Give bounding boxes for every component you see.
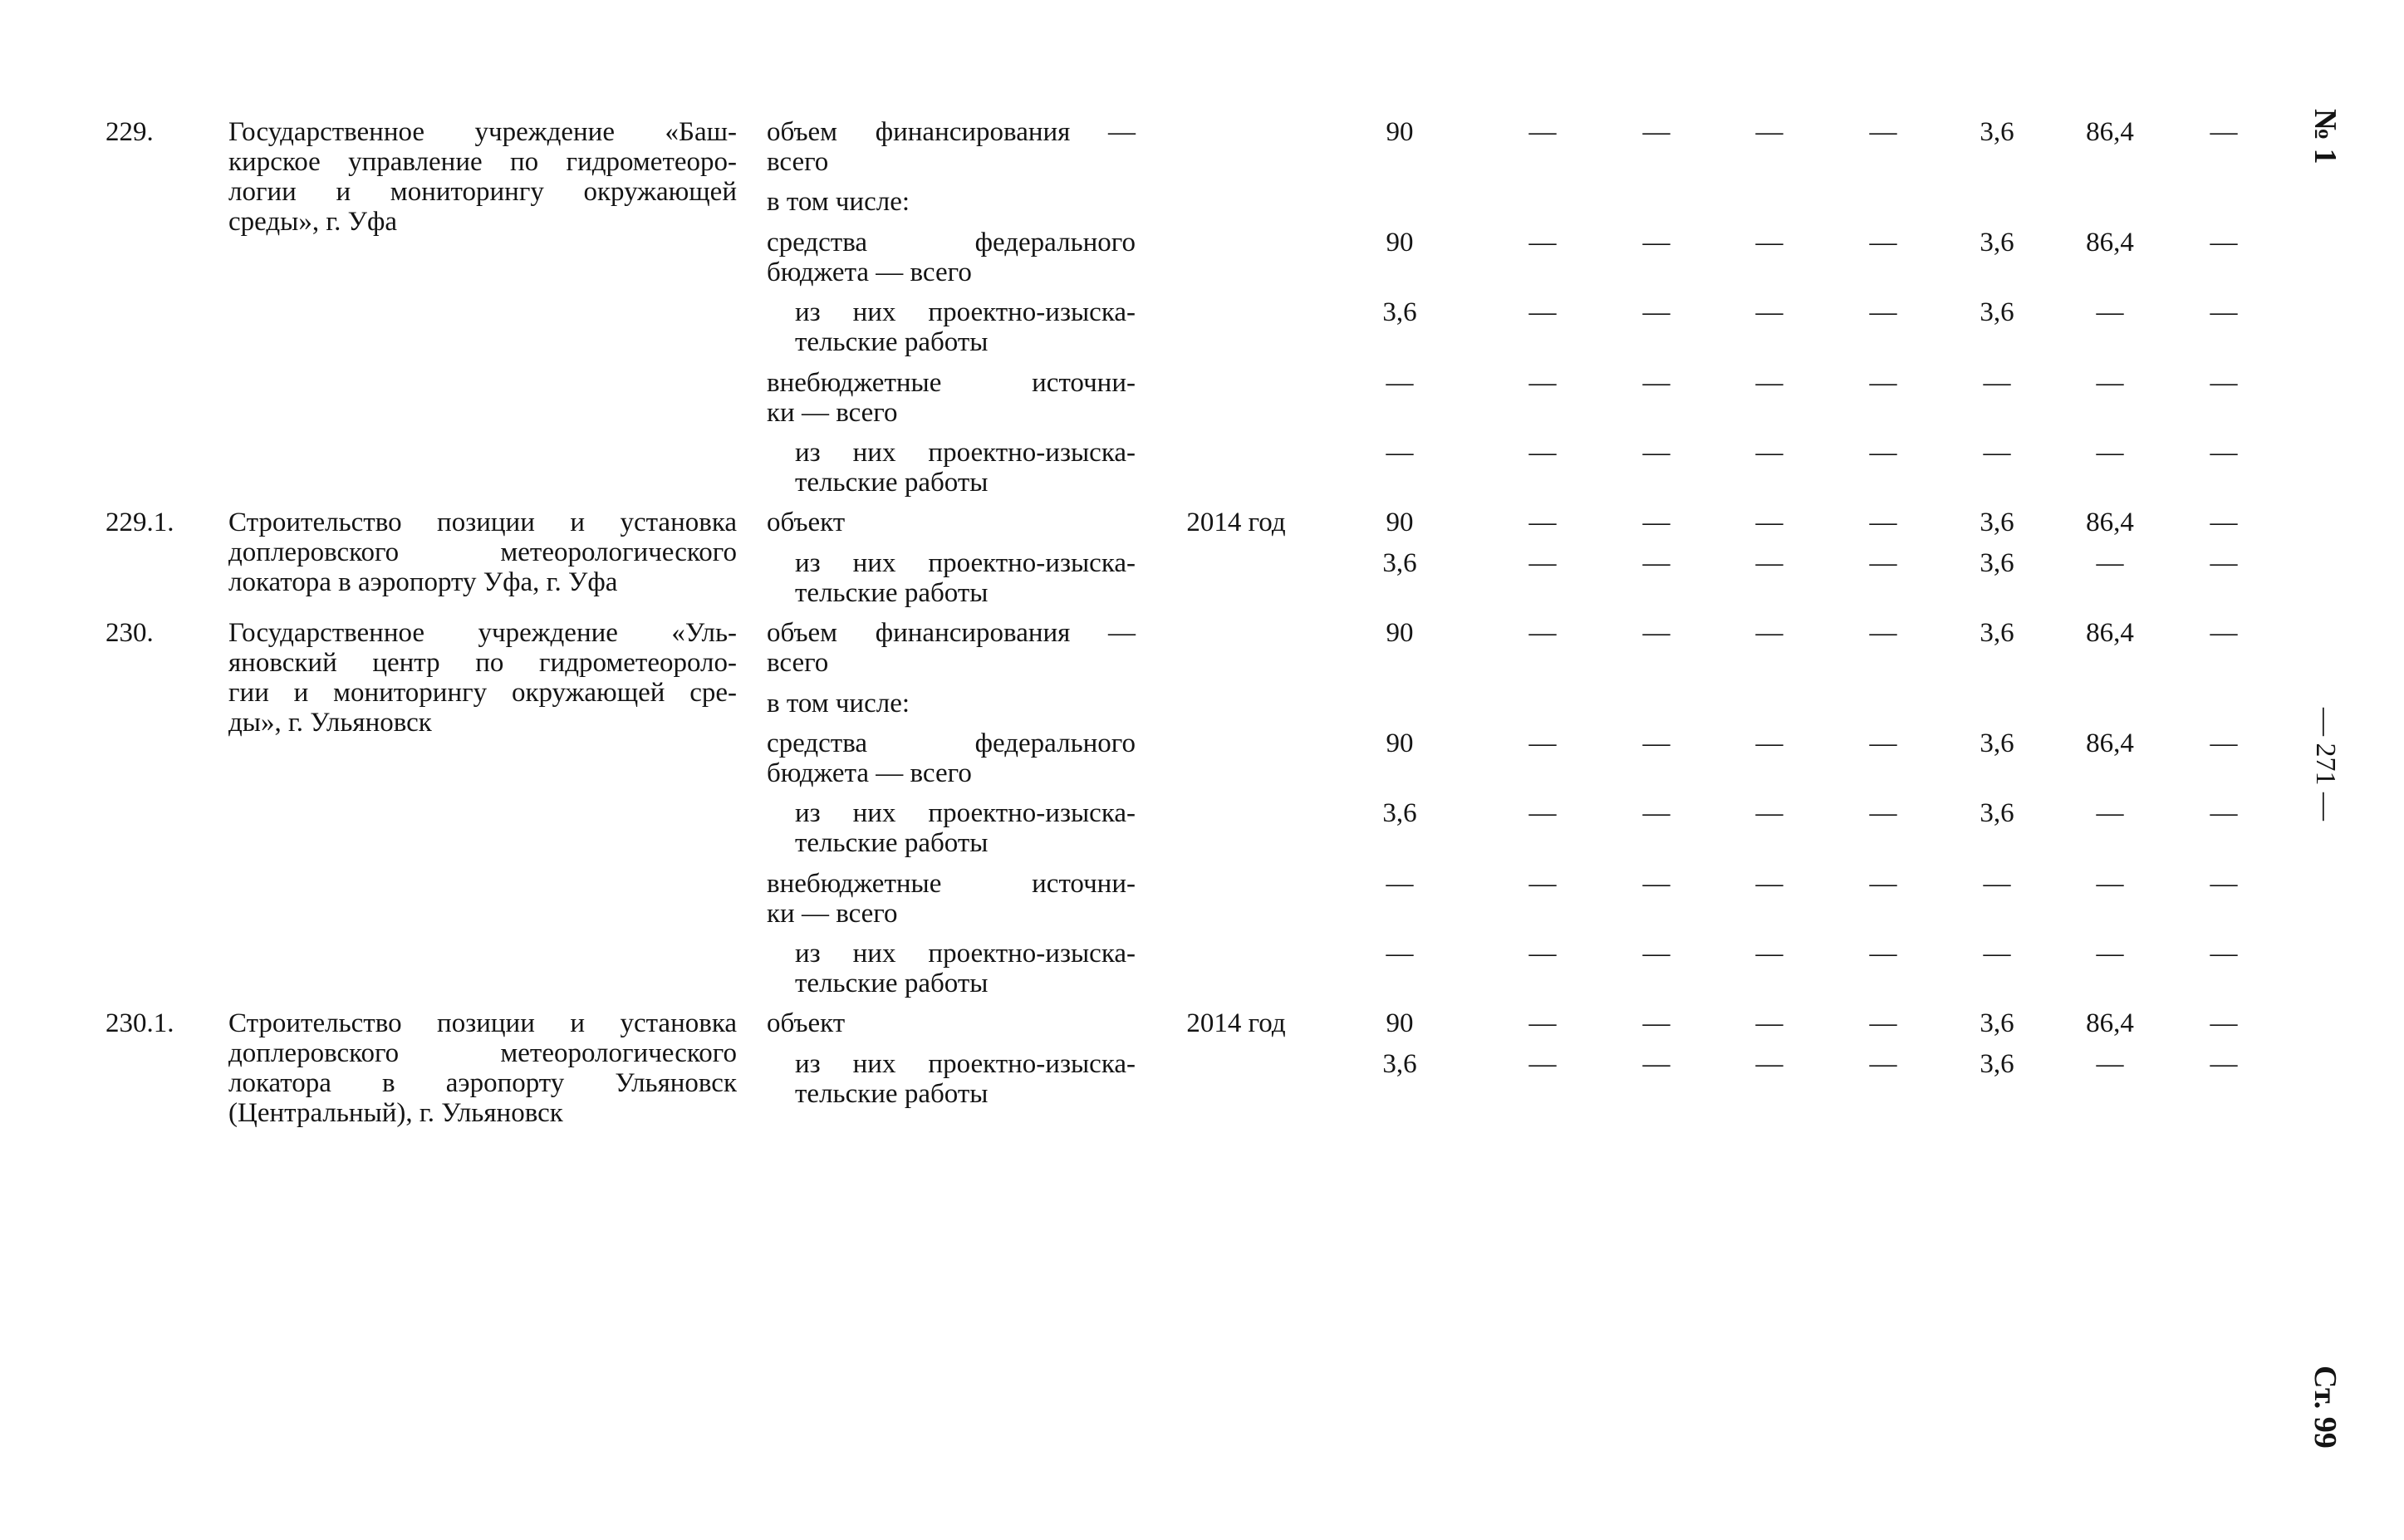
item-label-line: из них проектно-изыска- (795, 1048, 1136, 1079)
item-label-line: внебюджетные источни- (767, 367, 1136, 398)
financing-item-row (767, 728, 2287, 788)
item-label-line: внебюджетные источни- (767, 868, 1136, 899)
entry-name-line: кирское управление по гидрометеоро- (228, 147, 737, 177)
item-label-line: средства федерального (767, 728, 1136, 758)
value-cell: — (1755, 297, 1783, 328)
value-cell: — (2210, 437, 2238, 468)
value-cell: — (2210, 1048, 2238, 1079)
value-cell: — (1642, 939, 1671, 969)
value-cell: — (1386, 367, 1414, 398)
value-cell: — (1528, 297, 1557, 328)
value-cell: 86,4 (2086, 508, 2134, 538)
table-entry (105, 117, 2287, 508)
value-cell: — (1386, 868, 1414, 899)
value-cell: — (1642, 508, 1671, 538)
value-cell: — (1528, 939, 1557, 969)
financing-item-row (767, 508, 2287, 537)
sub-item-row (767, 939, 2287, 998)
value-cell: — (1755, 437, 1783, 468)
value-cell: — (1983, 868, 2011, 899)
article-number-label: Ст. 99 (2308, 1366, 2343, 1449)
item-label-line: в том числе: (767, 688, 910, 719)
item-label (767, 939, 1136, 998)
value-cell: — (1642, 367, 1671, 398)
value-cell: — (1983, 437, 2011, 468)
entry-items (767, 117, 2287, 508)
value-cell: 3,6 (1980, 728, 2014, 758)
item-label-line: бюджета — всего (767, 257, 972, 287)
table-entry (105, 508, 2287, 618)
item-label (767, 438, 1136, 498)
value-cell: — (1642, 117, 1671, 147)
value-cell: 3,6 (1980, 1048, 2014, 1079)
value-cell: 3,6 (1382, 1048, 1417, 1079)
value-cell: 3,6 (1980, 508, 2014, 538)
item-label-line: из них проектно-изыска- (795, 939, 1136, 969)
item-label (767, 689, 1136, 719)
entry-name-line: Строительство позиции и установка (228, 1008, 737, 1039)
value-cell: — (2210, 547, 2238, 578)
value-cell: 3,6 (1382, 297, 1417, 328)
item-label-line: объем финансирования — (767, 618, 1136, 649)
value-cell: — (1642, 437, 1671, 468)
entry-name-line: яновский центр по гидрометеороло- (228, 648, 737, 679)
value-cell: — (1755, 1008, 1783, 1039)
financing-item-row (767, 689, 2287, 719)
value-cell: — (1528, 508, 1557, 538)
value-cell: — (1983, 367, 2011, 398)
value-cell: — (1642, 868, 1671, 899)
value-cell: — (1755, 1048, 1783, 1079)
financing-item-row (767, 1008, 2287, 1038)
item-label-line: тельские работы (795, 577, 989, 608)
value-cell: — (2096, 798, 2124, 829)
value-cell: 3,6 (1980, 798, 2014, 829)
value-cell: 3,6 (1980, 618, 2014, 649)
value-cell: — (1642, 618, 1671, 649)
value-cell: 90 (1386, 618, 1414, 649)
item-label-line: объем финансирования — (767, 117, 1136, 147)
sub-item-row (767, 1049, 2287, 1109)
value-cell: — (1983, 939, 2011, 969)
financing-item-row (767, 228, 2287, 287)
value-cell: — (1642, 227, 1671, 257)
value-cell: — (2210, 1008, 2238, 1039)
value-cell: 3,6 (1980, 227, 2014, 257)
value-cell: 3,6 (1382, 798, 1417, 829)
item-label (767, 1008, 1136, 1038)
item-label-line: средства федерального (767, 227, 1136, 257)
value-cell: — (1642, 728, 1671, 758)
value-cell: — (2210, 508, 2238, 538)
value-cell: — (1869, 117, 1897, 147)
item-label-line: в том числе: (767, 187, 910, 218)
value-cell: — (1869, 798, 1897, 829)
table-entry (105, 1008, 2287, 1128)
value-cell: — (1755, 508, 1783, 538)
value-cell: 86,4 (2086, 1008, 2134, 1039)
entry-name-line: Строительство позиции и установка (228, 508, 737, 538)
value-cell: — (1386, 437, 1414, 468)
value-cell: 90 (1386, 227, 1414, 257)
item-label-line: ки — всего (767, 898, 898, 929)
value-cell: 90 (1386, 508, 1414, 538)
item-label-line: ки — всего (767, 397, 898, 428)
value-cell: — (1869, 868, 1897, 899)
value-cell: — (1528, 728, 1557, 758)
financing-item-row (767, 187, 2287, 217)
value-cell: 90 (1386, 1008, 1414, 1039)
item-label-line: всего (767, 648, 829, 679)
value-cell: — (1528, 437, 1557, 468)
value-cell: — (1528, 798, 1557, 829)
value-cell: — (1869, 508, 1897, 538)
value-cell: — (2096, 939, 2124, 969)
entry-name-line: Государственное учреждение «Уль- (228, 618, 737, 649)
value-cell: — (1755, 798, 1783, 829)
item-label-line: из них проектно-изыска- (795, 297, 1136, 328)
sub-item-row (767, 297, 2287, 357)
value-cell: — (2096, 1048, 2124, 1079)
item-label-line: объект (767, 1008, 846, 1039)
value-cell: — (2210, 117, 2238, 147)
financing-item-row (767, 618, 2287, 678)
entry-name-line: Государственное учреждение «Баш- (228, 117, 737, 147)
item-label (767, 297, 1136, 357)
value-cell: 3,6 (1382, 547, 1417, 578)
value-cell: — (2096, 297, 2124, 328)
item-year: 2014 год (1186, 508, 1286, 538)
value-cell: — (2096, 437, 2124, 468)
item-label (767, 869, 1136, 929)
entry-name (228, 508, 737, 597)
value-cell: 90 (1386, 117, 1414, 147)
financing-item-row (767, 368, 2287, 428)
value-cell: — (1869, 227, 1897, 257)
value-cell: — (1386, 939, 1414, 969)
item-label-line: всего (767, 147, 829, 177)
item-label-line: тельские работы (795, 828, 989, 859)
item-label-line: из них проектно-изыска- (795, 547, 1136, 578)
item-label-line: тельские работы (795, 327, 989, 358)
value-cell: 86,4 (2086, 117, 2134, 147)
entry-items (767, 618, 2287, 1008)
entry-name (228, 618, 737, 738)
page-number-label: — 271 — (2310, 708, 2341, 821)
value-cell: — (1869, 367, 1897, 398)
item-label (767, 548, 1136, 608)
value-cell: — (1642, 297, 1671, 328)
value-cell: — (1869, 1008, 1897, 1039)
issue-number-label: № 1 (2308, 109, 2343, 164)
value-cell: — (1869, 547, 1897, 578)
value-cell: 90 (1386, 728, 1414, 758)
value-cell: — (2210, 227, 2238, 257)
item-label-line: объект (767, 508, 846, 538)
item-label-line: тельские работы (795, 467, 989, 498)
value-cell: — (1528, 618, 1557, 649)
value-cell: — (1528, 367, 1557, 398)
item-label (767, 798, 1136, 858)
value-cell: — (2210, 798, 2238, 829)
entry-number: 230.1. (105, 1008, 174, 1039)
value-cell: — (2210, 618, 2238, 649)
entry-name-line: среды», г. Уфа (228, 207, 398, 237)
item-label-line: тельские работы (795, 1078, 989, 1109)
financing-item-row (767, 117, 2287, 177)
value-cell: — (2096, 547, 2124, 578)
item-label-line: бюджета — всего (767, 758, 972, 788)
entry-number: 229. (105, 117, 154, 147)
value-cell: 86,4 (2086, 618, 2134, 649)
value-cell: — (1755, 367, 1783, 398)
entry-name-line: доплеровского метеорологического (228, 537, 737, 568)
sub-item-row (767, 548, 2287, 608)
value-cell: — (2210, 868, 2238, 899)
item-label (767, 187, 1136, 217)
item-label (767, 618, 1136, 678)
entry-name-line: (Центральный), г. Ульяновск (228, 1098, 563, 1129)
item-label (767, 508, 1136, 537)
sub-item-row (767, 438, 2287, 498)
value-cell: 3,6 (1980, 1008, 2014, 1039)
value-cell: — (1528, 547, 1557, 578)
item-label (767, 368, 1136, 428)
value-cell: — (1528, 1008, 1557, 1039)
item-label (767, 117, 1136, 177)
item-year: 2014 год (1186, 1008, 1286, 1039)
value-cell: — (1755, 618, 1783, 649)
table-entry (105, 618, 2287, 1008)
value-cell: — (1528, 868, 1557, 899)
value-cell: — (1869, 1048, 1897, 1079)
value-cell: — (1869, 939, 1897, 969)
entry-number: 229.1. (105, 508, 174, 538)
item-label-line: из них проектно-изыска- (795, 798, 1136, 829)
value-cell: — (2210, 939, 2238, 969)
value-cell: — (1755, 868, 1783, 899)
item-label (767, 1049, 1136, 1109)
value-cell: 3,6 (1980, 297, 2014, 328)
entry-name (228, 1008, 737, 1128)
entry-name-line: локатора в аэропорту Ульяновск (228, 1068, 737, 1099)
item-label-line: из них проектно-изыска- (795, 437, 1136, 468)
value-cell: — (1642, 1048, 1671, 1079)
item-label-line: тельские работы (795, 969, 989, 999)
entry-number: 230. (105, 618, 154, 649)
value-cell: — (2210, 728, 2238, 758)
value-cell: 3,6 (1980, 117, 2014, 147)
value-cell: — (1642, 1008, 1671, 1039)
financing-table (105, 117, 2287, 1128)
value-cell: — (1642, 798, 1671, 829)
item-label (767, 728, 1136, 788)
entry-items (767, 508, 2287, 618)
value-cell: — (1869, 728, 1897, 758)
value-cell: — (1755, 117, 1783, 147)
entry-name-line: локатора в аэропорту Уфа, г. Уфа (228, 567, 618, 598)
value-cell: — (2210, 367, 2238, 398)
entry-name-line: логии и мониторингу окружающей (228, 177, 737, 207)
entry-items (767, 1008, 2287, 1119)
value-cell: — (2096, 367, 2124, 398)
value-cell: — (1528, 117, 1557, 147)
value-cell: 86,4 (2086, 728, 2134, 758)
value-cell: — (2210, 297, 2238, 328)
value-cell: — (1755, 227, 1783, 257)
entry-name-line: доплеровского метеорологического (228, 1038, 737, 1069)
financing-item-row (767, 869, 2287, 929)
value-cell: — (1642, 547, 1671, 578)
value-cell: — (1528, 1048, 1557, 1079)
value-cell: — (1755, 547, 1783, 578)
value-cell: 3,6 (1980, 547, 2014, 578)
entry-name-line: ды», г. Ульяновск (228, 708, 432, 738)
value-cell: — (1869, 437, 1897, 468)
value-cell: — (1528, 227, 1557, 257)
item-label (767, 228, 1136, 287)
value-cell: — (1869, 297, 1897, 328)
value-cell: 86,4 (2086, 227, 2134, 257)
value-cell: — (1869, 618, 1897, 649)
entry-name-line: гии и мониторингу окружающей сре- (228, 678, 737, 709)
value-cell: — (1755, 939, 1783, 969)
value-cell: — (1755, 728, 1783, 758)
sub-item-row (767, 798, 2287, 858)
value-cell: — (2096, 868, 2124, 899)
entry-name (228, 117, 737, 237)
